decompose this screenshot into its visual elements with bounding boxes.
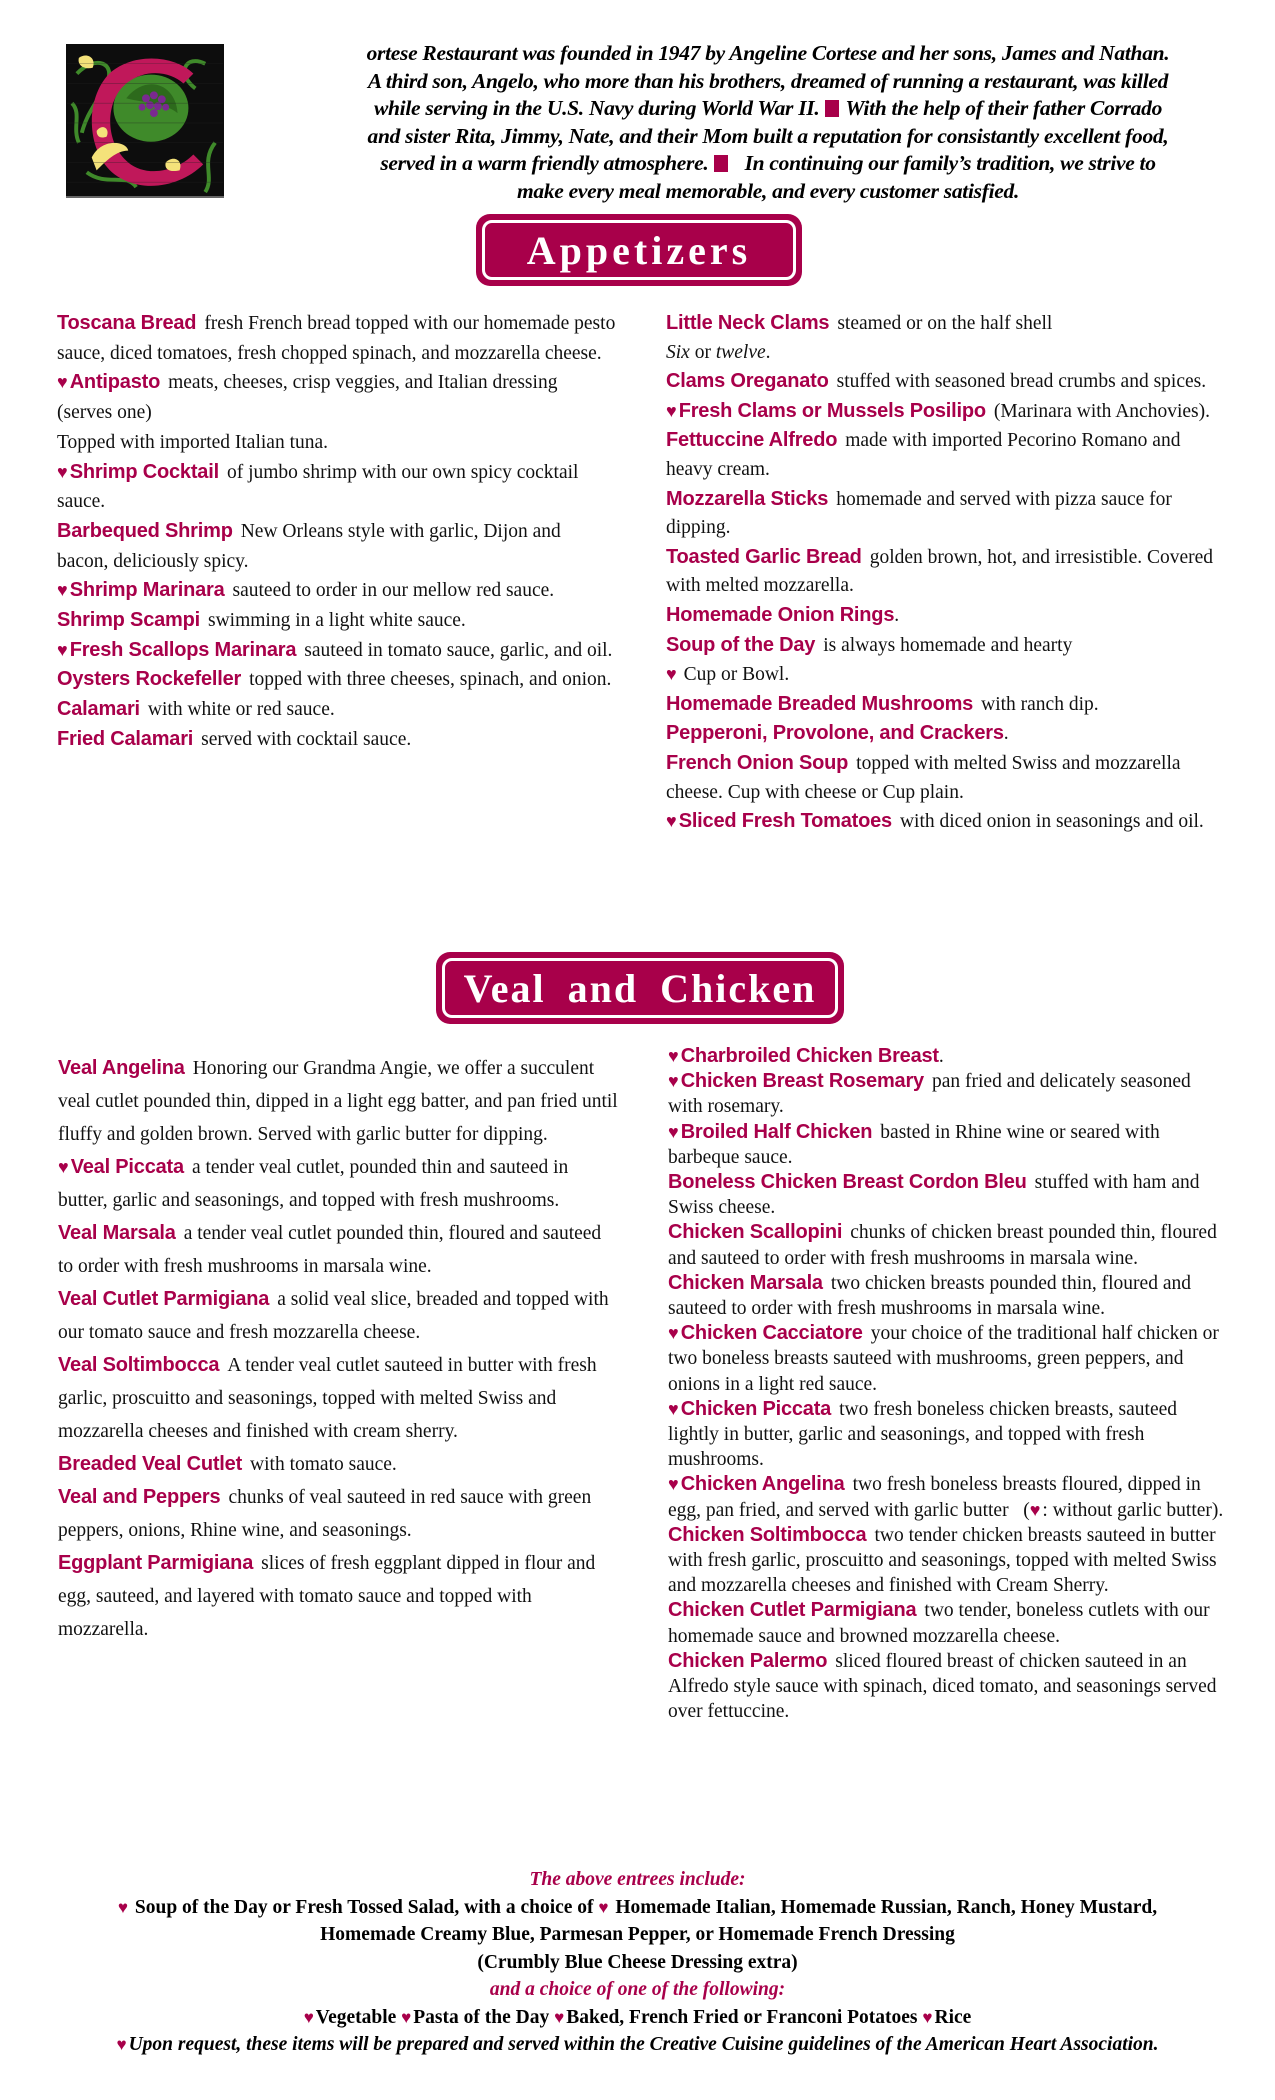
menu-item	[668, 1120, 1228, 1170]
menu-item-name: Homemade Breaded Mushrooms	[666, 692, 974, 715]
menu-item-description: made with imported Pecorino Romano and heavy cream.	[666, 430, 1181, 480]
heart-icon: ♥	[1029, 1499, 1041, 1520]
menu-item-name: Calamari	[57, 698, 140, 721]
menu-item-name: Fresh Clams or Mussels Posilipo	[678, 399, 986, 422]
menu-item-description: golden brown, hot, and irresistible. Covered with melted mozzarella.	[666, 546, 1214, 597]
menu-item-extra	[666, 660, 1226, 690]
menu-item-name: Chicken Piccata	[680, 1397, 832, 1420]
menu-item-description: meats, cheeses, crisp veggies, and Italian dressing (serves one)	[57, 372, 558, 424]
option-end: .	[765, 341, 771, 363]
menu-item-name: Eggplant Parmigiana	[58, 1552, 254, 1574]
menu-item-name: Barbequed Shrimp	[57, 519, 233, 542]
heart-icon: ♥	[598, 1897, 609, 1917]
menu-item	[666, 426, 1226, 484]
menu-item	[57, 517, 617, 576]
footer-disclaimer: ♥ Upon request, these items will be prepared and served within the Creative Cuisine guidelines of the American Heart Association.	[116, 2034, 1159, 2055]
menu-item-description: with white or red sauce.	[147, 699, 335, 721]
menu-item-name: Oysters Rockefeller	[57, 668, 242, 691]
menu-item-name: Chicken Palermo	[668, 1649, 828, 1672]
menu-item	[666, 543, 1226, 601]
menu-item-name: Veal Angelina	[58, 1057, 185, 1079]
menu-item-extra	[57, 428, 617, 458]
menu-item-name: Chicken Soltimbocca	[668, 1523, 867, 1546]
menu-item-name: Mozzarella Sticks	[666, 487, 829, 510]
heart-icon: ♥	[554, 2007, 565, 2027]
heart-icon: ♥	[57, 580, 68, 601]
menu-item	[666, 309, 1226, 367]
menu-item-name: Little Neck Clams	[666, 312, 830, 334]
menu-item-description: two chicken breasts pounded thin, floured and sauteed to order with fresh mushrooms in marsala wine.	[668, 1272, 1191, 1320]
footer-line: Homemade Creamy Blue, Parmesan Pepper, or Homemade French Dressing	[320, 1924, 955, 1945]
note-open: (	[1023, 1499, 1030, 1521]
menu-item-description: with ranch dip.	[981, 693, 1099, 715]
menu-item-description: .	[894, 604, 900, 626]
menu-item	[666, 719, 1226, 749]
menu-item	[57, 725, 617, 755]
menu-item-name: Shrimp Cocktail	[69, 460, 219, 483]
menu-item-name: Pepperoni, Provolone, and Crackers	[666, 722, 1004, 745]
menu-item	[58, 1052, 618, 1151]
intro-line: A third son, Angelo, who more than his brothers, dreamed of running a restaurant, was killed	[367, 68, 1169, 93]
menu-item-description: slices of fresh eggplant dipped in flour and egg, sauteed, and layered with tomato sauce and topped with mozzarella.	[58, 1553, 596, 1640]
menu-item-description: your choice of the traditional half chicken or two boneless breasts sauteed with mushrooms, green peppers, and onions in a light red sauce.	[668, 1323, 1219, 1395]
heart-icon: ♥	[922, 2007, 933, 2027]
heart-icon: ♥	[57, 639, 68, 660]
menu-item	[58, 1349, 618, 1448]
menu-item-name: Chicken Scallopini	[668, 1221, 843, 1244]
appetizers-right-column	[666, 309, 1226, 837]
menu-item-name: Veal and Peppers	[58, 1486, 221, 1508]
menu-item-description: with diced onion in seasonings and oil.	[899, 811, 1204, 833]
menu-item	[666, 397, 1226, 427]
menu-item	[668, 1321, 1228, 1397]
menu-item-name: Sliced Fresh Tomatoes	[678, 810, 892, 833]
menu-item	[668, 1397, 1228, 1473]
menu-item-description: (Marinara with Anchovies).	[993, 400, 1210, 422]
menu-item-description: Honoring our Grandma Angie, we offer a succulent veal cutlet pounded thin, dipped in a light egg batter, and pan fried until fluffy and golden brown. Served with garlic butter for dipping.	[58, 1058, 618, 1145]
heart-icon: ♥	[668, 1046, 679, 1066]
menu-item	[58, 1547, 618, 1646]
menu-item	[58, 1448, 618, 1481]
menu-item-name: Veal Marsala	[58, 1222, 176, 1244]
heart-icon: ♥	[57, 372, 68, 393]
menu-item-name: Chicken Angelina	[680, 1473, 845, 1496]
menu-item-name: Chicken Cutlet Parmigiana	[668, 1599, 917, 1622]
menu-item	[666, 367, 1226, 397]
menu-item	[57, 636, 617, 666]
heart-icon: ♥	[668, 1121, 679, 1142]
heart-icon: ♥	[666, 664, 677, 685]
menu-item	[666, 807, 1226, 837]
menu-item-description: homemade and served with pizza sauce for dipping.	[666, 488, 1172, 539]
heart-icon: ♥	[401, 2007, 412, 2027]
menu-item	[58, 1151, 618, 1217]
heart-icon: ♥	[57, 461, 68, 482]
menu-item	[57, 576, 617, 606]
menu-item-description: stuffed with seasoned bread crumbs and spices.	[836, 371, 1207, 393]
menu-item	[668, 1220, 1228, 1270]
menu-item	[58, 1217, 618, 1283]
menu-item-name: Soup of the Day	[666, 633, 816, 656]
menu-item-name: Toscana Bread	[57, 312, 197, 334]
menu-item-extra-text: Topped with imported Italian tuna.	[57, 431, 329, 453]
menu-item-description: sliced floured breast of chicken sauteed in an Alfredo style sauce with spinach, diced tomato, and seasonings served over fettuccine.	[668, 1650, 1217, 1723]
illuminated-letter-c-icon	[66, 44, 224, 198]
menu-item-name: Fettuccine Alfredo	[666, 429, 838, 452]
menu-item-description: of jumbo shrimp with our own spicy cocktail sauce.	[57, 461, 579, 513]
menu-item-description: two tender chicken breasts sauteed in butter with fresh garlic, proscuitto and seasonings, topped with melted Swiss and mozzarella cheeses and finished with Cream Sherry.	[668, 1524, 1217, 1597]
heart-icon: ♥	[668, 1398, 679, 1419]
appetizers-left-column	[57, 309, 617, 755]
menu-item	[57, 606, 617, 636]
menu-item	[666, 749, 1226, 807]
menu-item-name: Fresh Scallops Marinara	[69, 638, 297, 661]
menu-item-description: served with cocktail sauce.	[201, 728, 412, 750]
menu-item-description: two fresh boneless chicken breasts, sauteed lightly in butter, garlic and seasonings, and topped with fresh mushrooms.	[668, 1398, 1177, 1471]
entree-includes-footer	[0, 1866, 1275, 2059]
menu-item	[57, 368, 617, 427]
menu-item-name: Shrimp Scampi	[57, 609, 200, 632]
footer-sides: ♥ Vegetable ♥ Pasta of the Day ♥ Baked, French Fried or Franconi Potatoes ♥ Rice	[303, 2006, 972, 2028]
menu-item	[666, 631, 1226, 661]
section-heading-veal-and-chicken: Veal and Chicken	[436, 952, 844, 1024]
menu-item	[57, 309, 617, 368]
square-bullet-icon	[825, 100, 839, 117]
section-heading-appetizers: Appetizers	[476, 214, 802, 286]
menu-item	[57, 695, 617, 725]
menu-item-name: Veal Cutlet Parmigiana	[58, 1288, 270, 1310]
heart-icon: ♥	[303, 2007, 314, 2027]
intro-line: and sister Rita, Jimmy, Nate, and their Mom built a reputation for consistantly excellent food,	[367, 123, 1169, 148]
menu-item-description: .	[1003, 723, 1009, 745]
menu-item	[668, 1271, 1228, 1321]
menu-item-description: sauteed in tomato sauce, garlic, and oil.	[304, 639, 613, 661]
menu-item-description: two tender, boneless cutlets with our homemade sauce and browned mozzarella cheese.	[668, 1600, 1210, 1647]
footer-line: (Crumbly Blue Cheese Dressing extra)	[477, 1951, 798, 1973]
menu-item-description: a tender veal cutlet, pounded thin and sauteed in butter, garlic and seasonings, and topped with fresh mushrooms.	[58, 1157, 569, 1211]
menu-item	[668, 1170, 1228, 1220]
chicken-column	[668, 1044, 1228, 1724]
intro-line: ortese Restaurant was founded in 1947 by Angeline Cortese and her sons, James and Nathan.	[366, 41, 1170, 65]
menu-item-description: topped with melted Swiss and mozzarella cheese. Cup with cheese or Cup plain.	[666, 752, 1181, 803]
intro-line: served in a warm friendly atmosphere. In continuing our family’s tradition, we strive to	[380, 151, 1156, 175]
square-bullet-icon	[714, 155, 728, 172]
menu-item-description: chunks of chicken breast pounded thin, floured and sauteed to order with fresh mushrooms in marsala wine.	[668, 1222, 1217, 1269]
menu-item-description: a tender veal cutlet pounded thin, floured and sauteed to order with fresh mushrooms in marsala wine.	[58, 1223, 602, 1277]
menu-item-description: stuffed with ham and Swiss cheese.	[668, 1172, 1200, 1219]
menu-item-description: fresh French bread topped with our homemade pesto sauce, diced tomatoes, fresh chopped spinach, and mozzarella cheese.	[57, 313, 616, 364]
intro-section	[66, 40, 1226, 203]
heart-icon: ♥	[116, 2035, 127, 2054]
menu-item-description: New Orleans style with garlic, Dijon and bacon, deliciously spicy.	[57, 520, 561, 572]
menu-item	[666, 485, 1226, 543]
menu-item-name: Chicken Breast Rosemary	[680, 1070, 924, 1093]
menu-item-description: with tomato sauce.	[250, 1454, 397, 1475]
menu-item	[58, 1481, 618, 1547]
menu-item-description: sauteed to order in our mellow red sauce.	[232, 580, 555, 602]
menu-item-name: Shrimp Marinara	[69, 579, 225, 602]
intro-line: while serving in the U.S. Navy during World War II. With the help of their father Corrado	[373, 96, 1163, 120]
menu-item-name: Chicken Cacciatore	[680, 1322, 863, 1345]
footer-line: ♥ Soup of the Day or Fresh Tossed Salad, with a choice of ♥ Homemade Italian, Homemade Russian, Ranch, Honey Mustard,	[117, 1896, 1158, 1918]
menu-item-note: : without garlic butter).	[1042, 1499, 1224, 1521]
menu-item-name: Chicken Marsala	[668, 1271, 823, 1294]
menu-item	[668, 1069, 1228, 1119]
menu-item-name: Homemade Onion Rings	[666, 603, 895, 626]
menu-item-description: basted in Rhine wine or seared with barbeque sauce.	[668, 1121, 1160, 1168]
menu-item-description: a solid veal slice, breaded and topped with our tomato sauce and fresh mozzarella cheese.	[58, 1289, 609, 1343]
menu-item	[668, 1649, 1228, 1725]
veal-column	[58, 1052, 618, 1646]
menu-item-extra-text: Cup or Bowl.	[683, 664, 790, 686]
menu-item-description: two fresh boneless breasts floured, dipped in egg, pan fried, and served with garlic butter	[668, 1474, 1201, 1521]
heart-icon: ♥	[668, 1474, 679, 1495]
menu-item-description: .	[938, 1046, 944, 1067]
menu-item	[57, 665, 617, 695]
menu-item-description: chunks of veal sauteed in red sauce with green peppers, onions, Rhine wine, and seasonings.	[58, 1487, 592, 1541]
intro-paragraph	[238, 40, 1275, 205]
menu-item-name: Clams Oreganato	[666, 370, 829, 393]
menu-item-description: swimming in a light white sauce.	[208, 610, 466, 632]
menu-item-name: French Onion Soup	[666, 751, 849, 774]
menu-item-name: Broiled Half Chicken	[680, 1120, 873, 1143]
menu-item-name: Veal Piccata	[70, 1156, 184, 1178]
heart-icon: ♥	[117, 1897, 128, 1917]
menu-item	[666, 601, 1226, 631]
heart-icon: ♥	[666, 400, 677, 421]
intro-line: make every meal memorable, and every customer satisfied.	[516, 178, 1020, 203]
menu-item-name: Fried Calamari	[57, 727, 194, 750]
menu-item	[668, 1523, 1228, 1599]
option-twelve: twelve	[715, 341, 766, 363]
footer-subheading: and a choice of one of the following:	[489, 1979, 786, 2000]
menu-item-name: Veal Soltimbocca	[58, 1354, 220, 1376]
menu-item-name: Charbroiled Chicken Breast	[680, 1045, 939, 1067]
heart-icon: ♥	[668, 1323, 679, 1344]
option-or: or	[694, 341, 711, 363]
menu-item	[668, 1044, 1228, 1069]
menu-item-name: Breaded Veal Cutlet	[58, 1453, 243, 1475]
footer-heading: The above entrees include:	[529, 1869, 746, 1890]
menu-item	[57, 458, 617, 517]
heart-icon: ♥	[666, 811, 677, 832]
menu-item-name: Toasted Garlic Bread	[666, 545, 862, 568]
option-six: Six	[666, 341, 690, 363]
menu-item	[668, 1472, 1228, 1522]
menu-item	[58, 1283, 618, 1349]
menu-item	[668, 1598, 1228, 1648]
heart-icon: ♥	[58, 1157, 69, 1177]
menu-item	[666, 690, 1226, 720]
menu-item-description: topped with three cheeses, spinach, and onion.	[249, 669, 612, 691]
menu-item-description: steamed or on the half shell	[837, 313, 1053, 334]
menu-item-options	[666, 339, 1226, 368]
menu-item-description: is always homemade and hearty	[823, 634, 1073, 656]
heart-icon: ♥	[668, 1071, 679, 1092]
menu-item-name: Antipasto	[69, 371, 161, 394]
menu-item-description: A tender veal cutlet sauteed in butter with fresh garlic, proscuitto and seasonings, topped with melted Swiss and mozzarella cheeses and finished with cream sherry.	[58, 1355, 597, 1442]
menu-item-description: pan fried and delicately seasoned with rosemary.	[668, 1071, 1191, 1118]
menu-item-name: Boneless Chicken Breast Cordon Bleu	[668, 1171, 1027, 1194]
